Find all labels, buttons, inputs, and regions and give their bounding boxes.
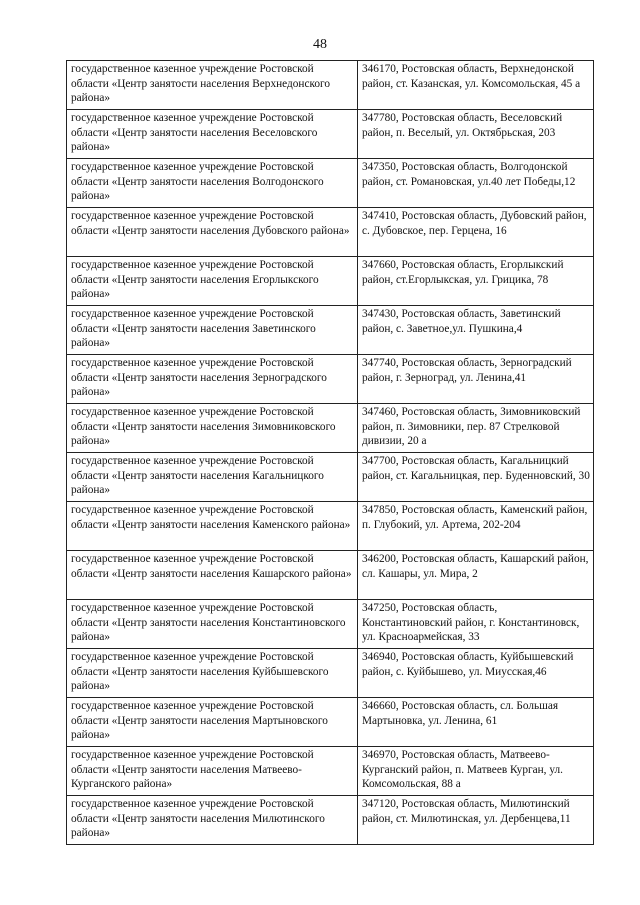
table-row <box>67 306 594 355</box>
address-cell: 346200, Ростовская область, Кашарский район, сл. Кашары, ул. Мира, 2 <box>358 551 594 600</box>
table-row <box>67 208 594 257</box>
address-cell: 346970, Ростовская область, Матвеево-Курганский район, п. Матвеев Курган, ул. Комсомольская, 88 а <box>358 747 594 796</box>
address-cell: 347660, Ростовская область, Егорлыкский район, ст.Егорлыкская, ул. Грицика, 78 <box>358 257 594 306</box>
institution-name-cell: государственное казенное учреждение Ростовской области «Центр занятости населения Егорлыкского района» <box>67 257 358 306</box>
table-row <box>67 61 594 110</box>
institution-name-cell: государственное казенное учреждение Ростовской области «Центр занятости населения Дубовского района» <box>67 208 358 257</box>
table-row <box>67 110 594 159</box>
address-cell: 347850, Ростовская область, Каменский район, п. Глубокий, ул. Артема, 202-204 <box>358 502 594 551</box>
institution-name-cell: государственное казенное учреждение Ростовской области «Центр занятости населения Кагальницкого района» <box>67 453 358 502</box>
address-cell: 347430, Ростовская область, Заветинский район, с. Заветное,ул. Пушкина,4 <box>358 306 594 355</box>
institution-name-cell: государственное казенное учреждение Ростовской области «Центр занятости населения Каменского района» <box>67 502 358 551</box>
address-cell: 346940, Ростовская область, Куйбышевский район, с. Куйбышево, ул. Миусская,46 <box>358 649 594 698</box>
institution-name-cell: государственное казенное учреждение Ростовской области «Центр занятости населения Зимовниковского района» <box>67 404 358 453</box>
table-row <box>67 649 594 698</box>
address-cell: 346170, Ростовская область, Верхнедонской район, ст. Казанская, ул. Комсомольская, 45 а <box>358 61 594 110</box>
institution-name-cell: государственное казенное учреждение Ростовской области «Центр занятости населения Веселовского района» <box>67 110 358 159</box>
institution-name-cell: государственное казенное учреждение Ростовской области «Центр занятости населения Милютинского района» <box>67 796 358 845</box>
table-row <box>67 404 594 453</box>
institution-name-cell: государственное казенное учреждение Ростовской области «Центр занятости населения Заветинского района» <box>67 306 358 355</box>
table-row <box>67 159 594 208</box>
institution-name-cell: государственное казенное учреждение Ростовской области «Центр занятости населения Куйбышевского района» <box>67 649 358 698</box>
institution-name-cell: государственное казенное учреждение Ростовской области «Центр занятости населения Кашарского района» <box>67 551 358 600</box>
institution-name-cell: государственное казенное учреждение Ростовской области «Центр занятости населения Мартыновского района» <box>67 698 358 747</box>
page-number: 48 <box>313 37 327 52</box>
address-cell: 347250, Ростовская область, Константиновский район, г. Константиновск, ул. Красноармейская, 33 <box>358 600 594 649</box>
table-row <box>67 551 594 600</box>
institution-name-cell: государственное казенное учреждение Ростовской области «Центр занятости населения Константиновского района» <box>67 600 358 649</box>
table-row <box>67 453 594 502</box>
table-row <box>67 502 594 551</box>
table-row <box>67 698 594 747</box>
table-row <box>67 747 594 796</box>
institution-name-cell: государственное казенное учреждение Ростовской области «Центр занятости населения Верхнедонского района» <box>67 61 358 110</box>
address-cell: 347740, Ростовская область, Зерноградский район, г. Зерноград, ул. Ленина,41 <box>358 355 594 404</box>
table-row <box>67 257 594 306</box>
address-cell: 347700, Ростовская область, Кагальницкий район, ст. Кагальницкая, пер. Буденновский, 30 <box>358 453 594 502</box>
address-cell: 347780, Ростовская область, Веселовский район, п. Веселый, ул. Октябрьская, 203 <box>358 110 594 159</box>
table-row <box>67 796 594 845</box>
address-cell: 347410, Ростовская область, Дубовский район, с. Дубовское, пер. Герцена, 16 <box>358 208 594 257</box>
address-cell: 347460, Ростовская область, Зимовниковский район, п. Зимовники, пер. 87 Стрелковой дивизии, 20 а <box>358 404 594 453</box>
address-cell: 347120, Ростовская область, Милютинский район, ст. Милютинская, ул. Дербенцева,11 <box>358 796 594 845</box>
table-row <box>67 600 594 649</box>
institution-name-cell: государственное казенное учреждение Ростовской области «Центр занятости населения Матвеево-Курганского района» <box>67 747 358 796</box>
employment-centers-table <box>66 60 594 845</box>
address-cell: 346660, Ростовская область, сл. Большая Мартыновка, ул. Ленина, 61 <box>358 698 594 747</box>
institution-name-cell: государственное казенное учреждение Ростовской области «Центр занятости населения Волгодонского района» <box>67 159 358 208</box>
address-cell: 347350, Ростовская область, Волгодонской район, ст. Романовская, ул.40 лет Победы,12 <box>358 159 594 208</box>
table-row <box>67 355 594 404</box>
table-body <box>67 61 594 845</box>
institution-name-cell: государственное казенное учреждение Ростовской области «Центр занятости населения Зерноградского района» <box>67 355 358 404</box>
